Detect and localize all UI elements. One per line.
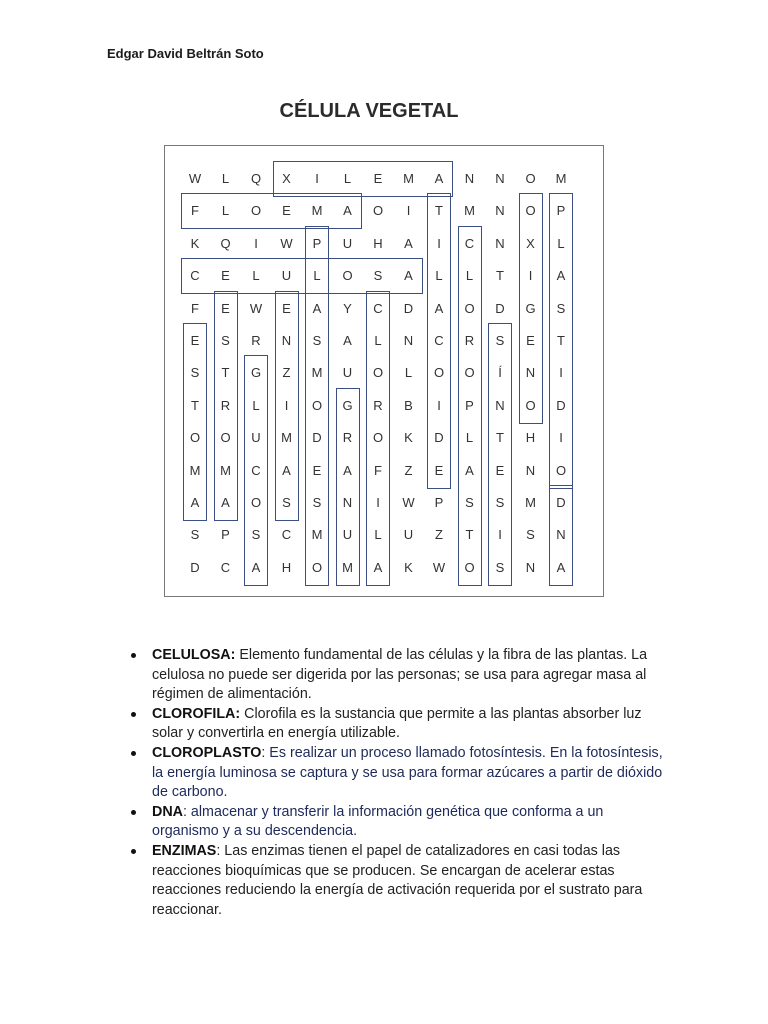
grid-letter: P [556, 203, 566, 219]
grid-letter: N [495, 397, 505, 413]
grid-letter: N [495, 235, 505, 251]
grid-letter: C [464, 235, 475, 251]
grid-letter: E [495, 462, 505, 478]
grid-letter: D [556, 495, 566, 510]
grid-letter: N [525, 559, 536, 575]
grid-letter: M [464, 203, 475, 219]
grid-letter: U [342, 527, 353, 543]
grid-letter: A [404, 268, 413, 284]
grid-letter: N [525, 462, 536, 478]
grid-letter: Z [435, 527, 443, 543]
grid-letter: O [464, 559, 475, 575]
grid-letter: C [281, 527, 292, 543]
definition-text: : Es realizar un proceso llamado fotosíntesis. En la fotosíntesis, la energía luminosa se captura y se usa para formar azúcares a partir de dióxido de carbono. [152, 744, 663, 801]
grid-letter: F [191, 300, 199, 316]
grid-letter: B [404, 397, 413, 413]
grid-letter: X [282, 171, 291, 186]
definition-term: CELULOSA: [152, 647, 236, 663]
grid-letter: I [315, 171, 319, 186]
grid-letter: I [528, 268, 533, 284]
found-word-granum [336, 388, 360, 586]
grid-letter: A [190, 495, 200, 510]
grid-letter: M [189, 462, 201, 478]
grid-letter: O [372, 430, 384, 446]
grid-letter: D [312, 430, 322, 446]
grid-letter: O [525, 397, 536, 413]
definition-item [128, 803, 668, 842]
grid-letter: O [311, 397, 323, 413]
grid-letter: O [311, 559, 323, 575]
grid-letter: G [342, 397, 353, 413]
grid-letter: G [525, 300, 536, 316]
grid-letter: I [376, 495, 380, 510]
grid-letter: I [254, 235, 258, 251]
grid-letter: S [312, 333, 322, 348]
grid-letter: T [435, 203, 443, 219]
grid-letter: S [190, 527, 200, 543]
grid-letter: E [373, 171, 383, 186]
grid-letter: R [342, 430, 353, 446]
grid-letter: E [282, 203, 291, 219]
grid-letter: E [312, 462, 322, 478]
grid-letter: O [220, 430, 231, 446]
grid-letter: T [191, 397, 199, 413]
grid-letter: K [404, 430, 413, 446]
grid-letter: H [373, 235, 383, 251]
grid-letter: M [342, 559, 353, 575]
grid-letter: Y [343, 300, 352, 316]
grid-letter: O [464, 365, 475, 381]
definition-item [128, 646, 668, 705]
grid-letter: X [526, 235, 535, 251]
grid-letter: L [404, 365, 413, 381]
grid-letter: A [434, 171, 444, 186]
grid-letter: Q [250, 171, 262, 186]
grid-letter: W [402, 495, 415, 510]
grid-letter: S [282, 495, 291, 510]
grid-letter: N [342, 495, 353, 510]
grid-letter: W [280, 235, 293, 251]
grid-letter: H [525, 430, 536, 446]
grid-letter: M [525, 495, 536, 510]
grid-letter: E [526, 333, 535, 348]
grid-letter: M [220, 462, 231, 478]
grid-letter: A [343, 333, 352, 348]
grid-letter: S [495, 559, 505, 575]
grid-letter: M [311, 365, 323, 381]
grid-letter: O [342, 268, 353, 284]
grid-letter: S [312, 495, 322, 510]
grid-letter: O [372, 203, 384, 219]
grid-letter: F [374, 462, 382, 478]
grid-letter: N [495, 171, 505, 186]
grid-letter: U [342, 235, 353, 251]
grid-letter: C [190, 268, 200, 284]
grid-letter: O [372, 365, 384, 381]
grid-letter: I [559, 365, 563, 381]
grid-letter: S [373, 268, 383, 284]
grid-letter: S [495, 333, 505, 348]
grid-letter: O [189, 430, 201, 446]
grid-letter: K [190, 235, 200, 251]
grid-letter: N [281, 333, 292, 348]
definition-text: : almacenar y transferir la información genética que conforma a un organismo y a su descendencia. [152, 803, 604, 840]
grid-letter: D [403, 300, 414, 316]
grid-letter: A [434, 300, 444, 316]
grid-letter: U [281, 268, 292, 284]
grid-letter: L [343, 171, 352, 186]
definition-term: DNA [152, 803, 183, 820]
grid-letter: T [557, 333, 565, 348]
grid-letter: S [221, 333, 230, 348]
grid-letter: A [373, 559, 383, 575]
grid-letter: O [433, 365, 445, 381]
grid-letter: Z [404, 462, 413, 478]
grid-letter: A [221, 495, 230, 510]
grid-letter: K [404, 559, 413, 575]
grid-letter: E [221, 268, 230, 284]
grid-letter: O [250, 203, 262, 219]
grid-letter: U [342, 365, 353, 381]
grid-letter: U [251, 430, 261, 446]
grid-letter: T [221, 365, 230, 381]
grid-letter: L [557, 235, 565, 251]
grid-letter: I [437, 397, 441, 413]
grid-letter: W [432, 559, 446, 575]
grid-letter: P [434, 495, 444, 510]
definition-text: : Las enzimas tienen el papel de catalizadores en casi todas las reacciones bioquímicas que se producen. Se encargan de acelerar estas reacciones reduciendo la energía de activación requerida por el sustrato para reaccionar. [152, 842, 643, 918]
grid-letter: L [221, 171, 230, 186]
grid-letter: S [556, 300, 566, 316]
grid-letter: U [403, 527, 414, 543]
grid-letter: S [251, 527, 261, 543]
grid-letter: L [313, 268, 321, 284]
grid-letter: D [190, 559, 200, 575]
grid-letter: C [373, 300, 383, 316]
grid-letter: D [434, 430, 444, 446]
grid-letter: N [556, 527, 566, 543]
definition-item [128, 744, 668, 803]
grid-letter: Z [282, 365, 291, 381]
grid-letter: O [250, 495, 262, 510]
found-word-estomas [183, 323, 207, 521]
grid-letter: M [311, 203, 323, 219]
grid-letter: C [434, 333, 444, 348]
grid-letter: W [249, 300, 263, 316]
grid-letter: T [465, 527, 474, 543]
grid-letter: O [464, 300, 475, 316]
grid-letter: R [464, 333, 475, 348]
grid-letter: S [190, 365, 200, 381]
grid-letter: E [434, 462, 444, 478]
grid-letter: G [250, 365, 262, 381]
grid-letter: I [437, 235, 441, 251]
grid-letter: A [312, 300, 322, 316]
grid-letter: A [404, 235, 413, 251]
grid-letter: M [403, 171, 414, 186]
grid-letter: Í [498, 365, 502, 381]
grid-letter: I [498, 527, 502, 543]
grid-letter: P [221, 527, 230, 543]
grid-letter: O [555, 462, 567, 478]
definition-term: CLOROFILA: [152, 705, 241, 722]
grid-letter: D [495, 300, 505, 316]
definition-term: CLOROPLASTO [152, 744, 262, 761]
grid-letter: T [496, 430, 504, 446]
grid-letter: L [374, 333, 382, 348]
grid-letter: A [343, 462, 352, 478]
grid-letter: S [526, 527, 535, 543]
grid-letter: N [525, 365, 536, 381]
grid-letter: I [284, 397, 289, 413]
grid-letter: R [373, 397, 383, 413]
grid-letter: M [311, 527, 323, 543]
grid-letter: E [221, 300, 230, 316]
grid-letter: W [188, 171, 202, 186]
grid-letter: C [220, 559, 231, 575]
grid-letter: A [465, 462, 474, 478]
grid-letter: Q [220, 235, 231, 251]
grid-letter: A [556, 268, 566, 284]
grid-letter: P [465, 397, 474, 413]
grid-letter: L [465, 430, 474, 446]
grid-letter: L [374, 527, 382, 543]
grid-letter: A [556, 559, 566, 575]
grid-letter: L [465, 268, 474, 284]
grid-letter: N [495, 203, 505, 219]
grid-letter: L [252, 268, 260, 284]
definition-item [128, 705, 668, 744]
grid-letter: P [312, 235, 322, 251]
definition-text: Elemento fundamental de las células y la fibra de las plantas. La celulosa no puede ser digerida por las personas; se usa para agregar masa al régimen de alimentación. [152, 647, 648, 703]
definition-text: Clorofila es la sustancia que permite a las plantas absorber luz solar y convertirla en energía utilizable. [152, 705, 642, 742]
author-name: Edgar David Beltrán Soto [107, 46, 264, 61]
grid-letter: A [251, 559, 261, 575]
grid-letter: L [221, 203, 230, 219]
grid-letter: A [343, 203, 352, 219]
grid-letter: E [190, 333, 200, 348]
grid-letter: N [403, 333, 414, 348]
grid-letter: R [220, 397, 231, 413]
grid-letter: O [525, 203, 536, 219]
grid-letter: H [281, 559, 292, 575]
grid-letter: N [464, 171, 475, 186]
grid-letter: L [435, 268, 443, 284]
grid-letter: E [282, 300, 291, 316]
definition-item [128, 842, 668, 920]
page-title: CÉLULA VEGETAL [279, 100, 459, 122]
definitions-list [128, 646, 668, 920]
grid-letter: I [559, 430, 563, 446]
grid-letter: L [252, 397, 260, 413]
definition-term: ENZIMAS [152, 842, 217, 859]
grid-letter: S [495, 495, 505, 510]
grid-letter: A [282, 462, 291, 478]
grid-letter: F [191, 203, 199, 219]
grid-letter: M [281, 430, 292, 446]
grid-letter: I [406, 203, 411, 219]
grid-letter: T [496, 268, 504, 284]
grid-letter: D [556, 397, 566, 413]
grid-letter: R [251, 333, 261, 348]
grid-letter: M [555, 171, 567, 186]
word-search-grid [164, 145, 604, 597]
grid-letter: O [525, 171, 536, 186]
grid-letter: S [465, 495, 474, 510]
grid-letter: C [251, 462, 261, 478]
